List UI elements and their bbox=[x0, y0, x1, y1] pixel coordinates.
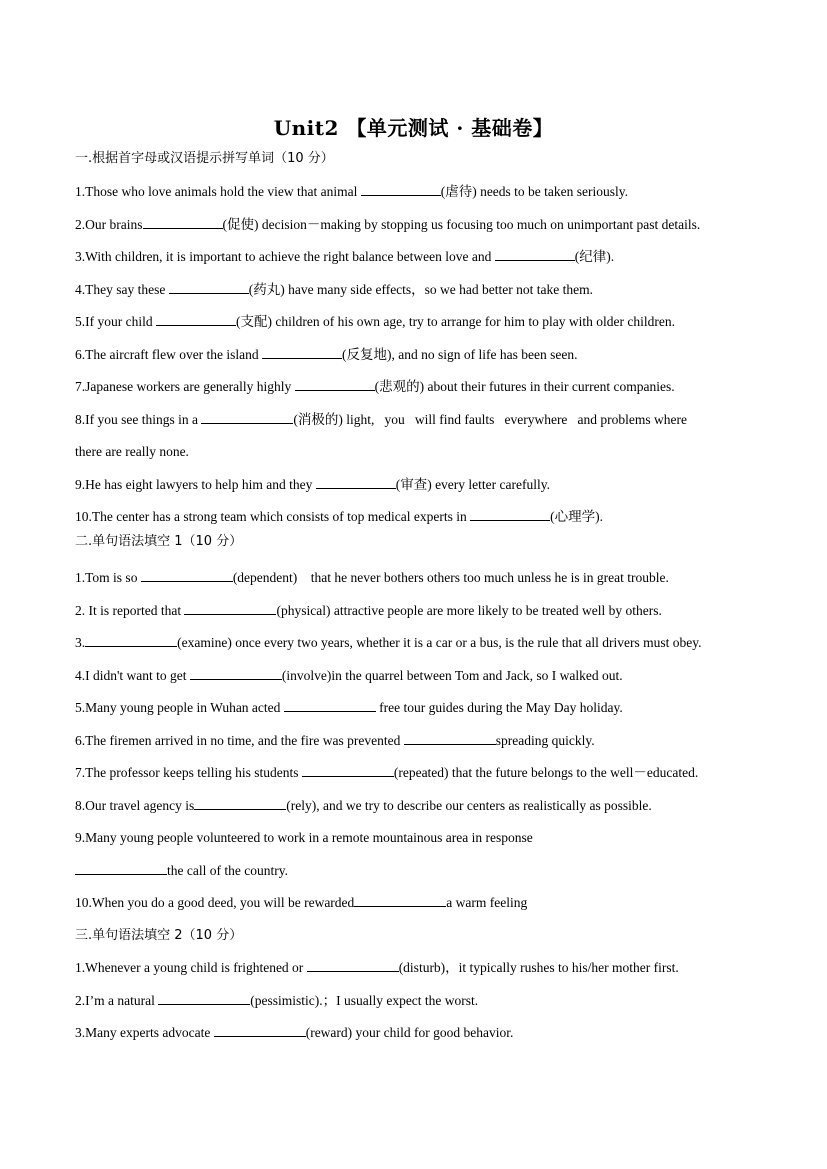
question-hint: (involve)in the quarrel between Tom and Jack, so I walked out. bbox=[281, 668, 623, 683]
question-hint: (虐待) needs to be taken seriously. bbox=[440, 184, 629, 199]
question-text: 8.Our travel agency is bbox=[75, 798, 195, 813]
question-hint: free tour guides during the May Day holiday. bbox=[375, 700, 623, 715]
answer-blank[interactable] bbox=[214, 1024, 306, 1037]
answer-blank[interactable] bbox=[169, 281, 249, 294]
question-hint: (审查) every letter carefully. bbox=[395, 477, 550, 492]
question-text: 5.If your child bbox=[75, 314, 156, 329]
question-text: 7.The professor keeps telling his students bbox=[75, 765, 302, 780]
section-heading-1: 一.根据首字母或汉语提示拼写单词（10 分） bbox=[75, 151, 334, 166]
question-hint: spreading quickly. bbox=[495, 733, 595, 748]
answer-blank[interactable] bbox=[470, 508, 550, 521]
question-text: 10.When you do a good deed, you will be rewarded bbox=[75, 895, 355, 910]
answer-blank[interactable] bbox=[190, 667, 282, 680]
question-hint: (促使) decision－making by stopping us focusing too much on unimportant past details. bbox=[222, 217, 701, 232]
question-hint: the call of the country. bbox=[167, 863, 288, 878]
page-title: Unit2 【单元测试 · 基础卷】 bbox=[273, 116, 554, 140]
section-heading-3: 三.单句语法填空 2（10 分） bbox=[75, 928, 243, 943]
answer-blank[interactable] bbox=[262, 346, 342, 359]
answer-blank[interactable] bbox=[194, 797, 286, 810]
question-text: 3. bbox=[75, 635, 86, 650]
question-text: 7.Japanese workers are generally highly bbox=[75, 379, 295, 394]
question-hint: (pessimistic).；I usually expect the worst. bbox=[250, 993, 479, 1008]
question-text: 2.Our brains bbox=[75, 217, 143, 232]
question-2-5 bbox=[75, 699, 623, 717]
question-2-8 bbox=[75, 797, 652, 815]
answer-blank[interactable] bbox=[302, 764, 394, 777]
answer-blank[interactable] bbox=[75, 862, 167, 875]
question-2-2 bbox=[75, 602, 662, 620]
question-text: 1.Tom is so bbox=[75, 570, 141, 585]
question-hint: (dependent) that he never bothers others too much unless he is in great trouble. bbox=[232, 570, 669, 585]
answer-blank[interactable] bbox=[85, 634, 177, 647]
question-hint: (examine) once every two years, whether it is a car or a bus, is the rule that all drivers must obey. bbox=[177, 635, 702, 650]
answer-blank[interactable] bbox=[316, 476, 396, 489]
section-heading-2: 二.单句语法填空 1（10 分） bbox=[75, 534, 243, 549]
answer-blank[interactable] bbox=[295, 378, 375, 391]
question-hint: a warm feeling bbox=[446, 895, 528, 910]
question-3-2 bbox=[75, 992, 478, 1010]
question-text: 6.The firemen arrived in no time, and the fire was prevented bbox=[75, 733, 404, 748]
question-1-5 bbox=[75, 313, 675, 331]
question-text: 9.He has eight lawyers to help him and they bbox=[75, 477, 316, 492]
question-2-1 bbox=[75, 569, 669, 587]
answer-blank[interactable] bbox=[404, 732, 496, 745]
question-2-10 bbox=[75, 894, 527, 912]
answer-blank[interactable] bbox=[184, 602, 276, 615]
answer-blank[interactable] bbox=[361, 183, 441, 196]
answer-blank[interactable] bbox=[354, 894, 446, 907]
question-hint: (physical) attractive people are more likely to be treated well by others. bbox=[276, 603, 662, 618]
question-text: 3.With children, it is important to achieve the right balance between love and bbox=[75, 249, 495, 264]
question-2-9 bbox=[75, 829, 533, 847]
question-hint: (纪律). bbox=[574, 249, 615, 264]
question-1-4 bbox=[75, 281, 593, 299]
question-text: 2.I’m a natural bbox=[75, 993, 159, 1008]
question-hint: (disturb)，it typically rushes to his/her mother first. bbox=[398, 960, 679, 975]
question-1-10 bbox=[75, 508, 603, 526]
answer-blank[interactable] bbox=[156, 313, 236, 326]
question-hint: (支配) children of his own age, try to arrange for him to play with older children. bbox=[235, 314, 675, 329]
question-text: 3.Many experts advocate bbox=[75, 1025, 214, 1040]
question-text: 1.Whenever a young child is frightened or bbox=[75, 960, 307, 975]
question-1-9 bbox=[75, 476, 550, 494]
question-2-6 bbox=[75, 732, 595, 750]
question-text: 10.The center has a strong team which consists of top medical experts in bbox=[75, 509, 471, 524]
question-hint: (反复地), and no sign of life has been seen. bbox=[342, 347, 578, 362]
question-2-3 bbox=[75, 634, 701, 652]
question-hint: (消极的) light, you will find faults everywhere and problems where bbox=[293, 412, 688, 427]
question-2-9-continuation bbox=[75, 862, 288, 880]
question-hint: (rely), and we try to describe our centers as realistically as possible. bbox=[286, 798, 652, 813]
answer-blank[interactable] bbox=[284, 699, 376, 712]
question-1-7 bbox=[75, 378, 675, 396]
answer-blank[interactable] bbox=[307, 959, 399, 972]
answer-blank[interactable] bbox=[495, 248, 575, 261]
question-text: 9.Many young people volunteered to work in a remote mountainous area in response bbox=[75, 830, 533, 845]
question-text: 5.Many young people in Wuhan acted bbox=[75, 700, 284, 715]
question-text: 4.They say these bbox=[75, 282, 169, 297]
question-text: 1.Those who love animals hold the view that animal bbox=[75, 184, 361, 199]
question-1-1 bbox=[75, 183, 628, 201]
question-hint: (悲观的) about their futures in their current companies. bbox=[374, 379, 675, 394]
question-hint: (reward) your child for good behavior. bbox=[305, 1025, 514, 1040]
question-text: 8.If you see things in a bbox=[75, 412, 202, 427]
question-2-4 bbox=[75, 667, 623, 685]
question-1-8 bbox=[75, 411, 687, 429]
question-text: 6.The aircraft flew over the island bbox=[75, 347, 263, 362]
question-1-6 bbox=[75, 346, 578, 364]
question-1-8-continuation: there are really none. bbox=[75, 444, 189, 459]
question-text: 2. It is reported that bbox=[75, 603, 185, 618]
question-2-7 bbox=[75, 764, 698, 782]
question-hint: (药丸) have many side effects，so we had better not take them. bbox=[248, 282, 593, 297]
question-text: 4.I didn't want to get bbox=[75, 668, 190, 683]
answer-blank[interactable] bbox=[158, 992, 250, 1005]
question-hint: (心理学). bbox=[550, 509, 604, 524]
question-3-3 bbox=[75, 1024, 513, 1042]
answer-blank[interactable] bbox=[143, 216, 223, 229]
question-3-1 bbox=[75, 959, 679, 977]
answer-blank[interactable] bbox=[201, 411, 293, 424]
question-hint: (repeated) that the future belongs to the well－educated. bbox=[393, 765, 699, 780]
question-1-2 bbox=[75, 216, 700, 234]
question-1-3 bbox=[75, 248, 614, 266]
answer-blank[interactable] bbox=[141, 569, 233, 582]
